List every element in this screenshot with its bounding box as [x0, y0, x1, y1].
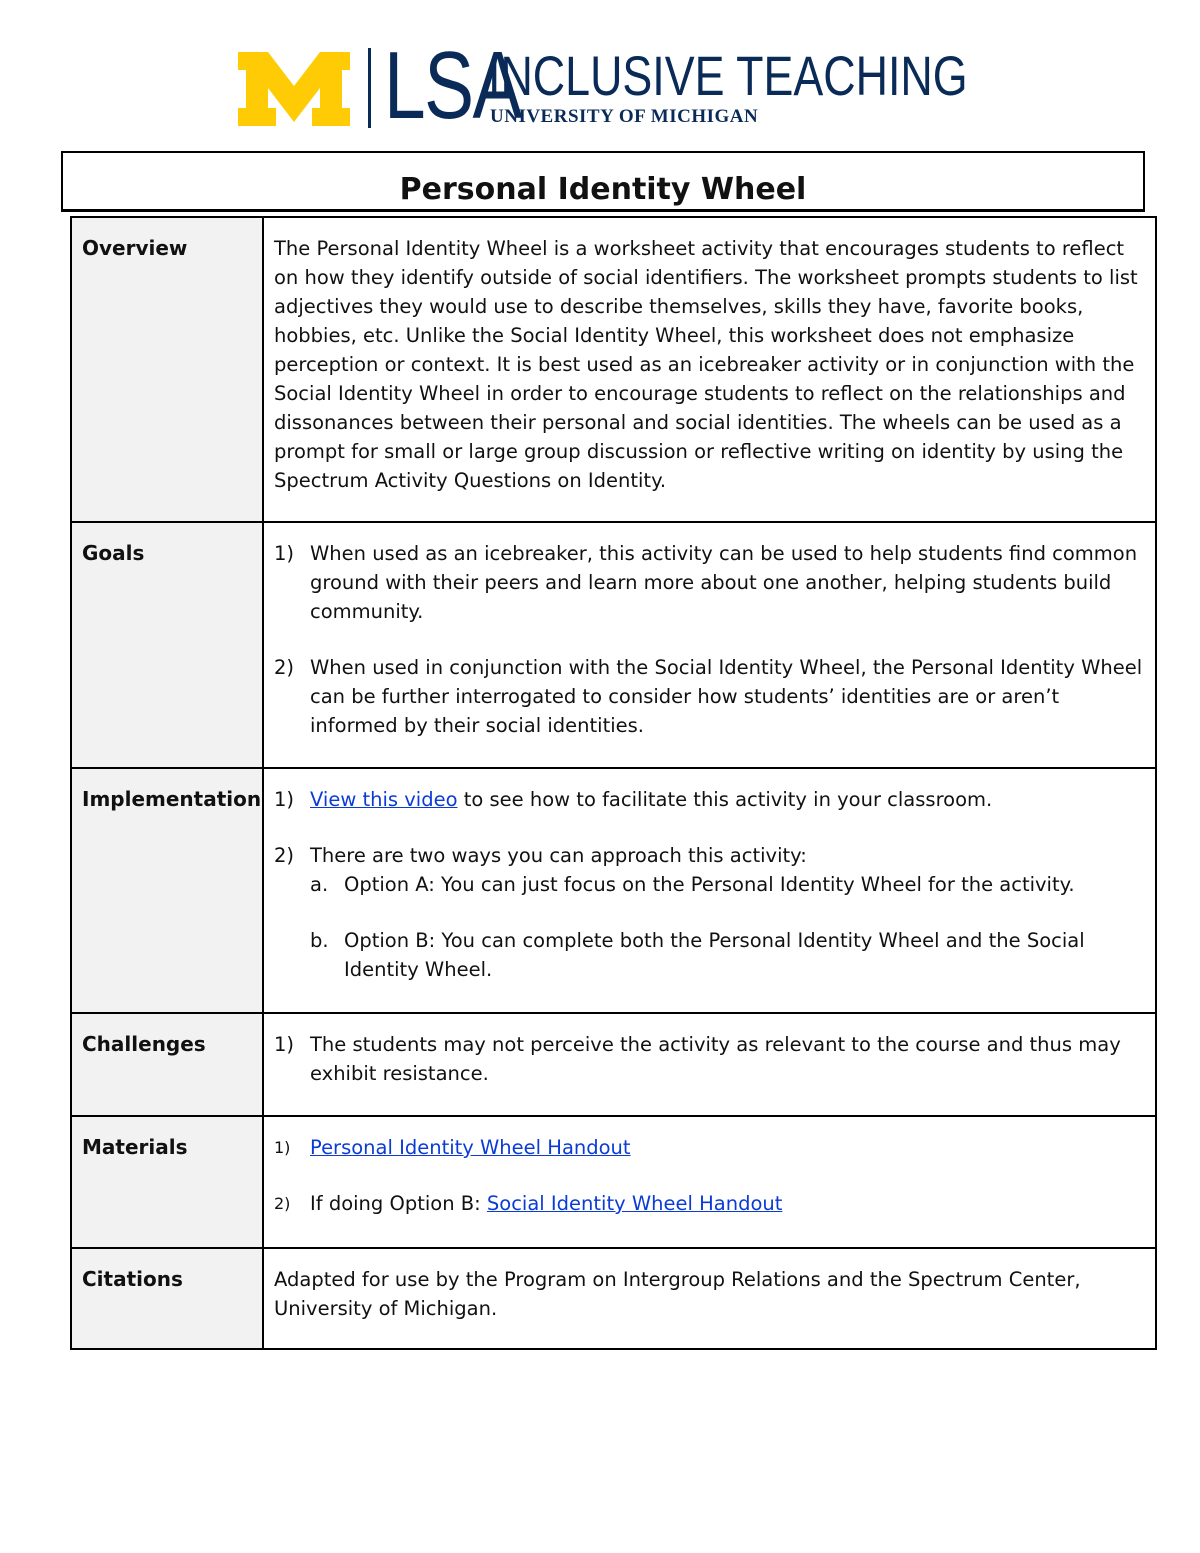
logo-divider [368, 48, 371, 128]
table-row-challenges [71, 1013, 1156, 1116]
personal-identity-wheel-handout-link[interactable]: Personal Identity Wheel Handout [310, 1136, 631, 1159]
row-label-implementation: Implementation [71, 768, 263, 1013]
material-item: 2) If doing Option B: Social Identity Wheel Handout [274, 1192, 783, 1215]
block-m-logo-icon [238, 52, 350, 126]
challenge-item: 1) The students may not perceive the activity as relevant to the course and thus may exhibit resistance. [274, 1033, 1121, 1085]
overview-text: The Personal Identity Wheel is a worksheet activity that encourages students to reflect on how they identify outside of social identifiers. The worksheet prompts students to list adjectives they would use to describe themselves, skills they have, favorite books, hobbies, etc. Unlike the Social Identity Wheel, this worksheet does not emphasize perception or context. It is best used as an icebreaker activity or in conjunction with the Social Identity Wheel in order to encourage students to reflect on the relationships and dissonances between their personal and social identities. The wheels can be used as a prompt for small or large group discussion or reflective writing on identity by using the Spectrum Activity Questions on Identity. [263, 217, 1156, 522]
citations-text: Adapted for use by the Program on Intergroup Relations and the Spectrum Center, University of Michigan. [263, 1248, 1156, 1349]
option-a-item: a. Option A: You can just focus on the Personal Identity Wheel for the activity. [310, 873, 1075, 896]
table-row-implementation [71, 768, 1156, 1013]
page-title: Personal Identity Wheel [399, 172, 807, 207]
implementation-item: 2) There are two ways you can approach this activity: [274, 844, 807, 867]
lsa-wordmark: LSA [384, 32, 521, 139]
title-box [61, 151, 1145, 212]
goal-item: 2) When used in conjunction with the Social Identity Wheel, the Personal Identity Wheel can be further interrogated to consider how students’ identities are or aren’t informed by their social identities. [274, 656, 1143, 737]
row-label-materials: Materials [71, 1116, 263, 1248]
program-name: INCLUSIVE TEACHING [488, 44, 968, 107]
table-row-overview [71, 217, 1156, 522]
university-name: UNIVERSITY OF MICHIGAN [490, 106, 759, 127]
activity-table [70, 216, 1157, 1350]
page-header [238, 32, 978, 139]
option-b-item: b. Option B: You can complete both the Personal Identity Wheel and the Social Identity Wheel. [310, 929, 1085, 981]
material-item: 1) Personal Identity Wheel Handout [274, 1136, 631, 1159]
row-label-overview: Overview [71, 217, 263, 522]
row-label-challenges: Challenges [71, 1013, 263, 1116]
goal-item: 1) When used as an icebreaker, this activity can be used to help students find common ground with their peers and learn more about one another, helping students build community. [274, 542, 1138, 623]
table-row-materials [71, 1116, 1156, 1248]
table-row-goals [71, 522, 1156, 768]
view-video-link[interactable]: View this video [310, 788, 458, 811]
social-identity-wheel-handout-link[interactable]: Social Identity Wheel Handout [486, 1192, 783, 1215]
row-label-citations: Citations [71, 1248, 263, 1349]
row-label-goals: Goals [71, 522, 263, 768]
table-row-citations [71, 1248, 1156, 1349]
implementation-item: 1) View this video to see how to facilitate this activity in your classroom. [274, 788, 993, 811]
